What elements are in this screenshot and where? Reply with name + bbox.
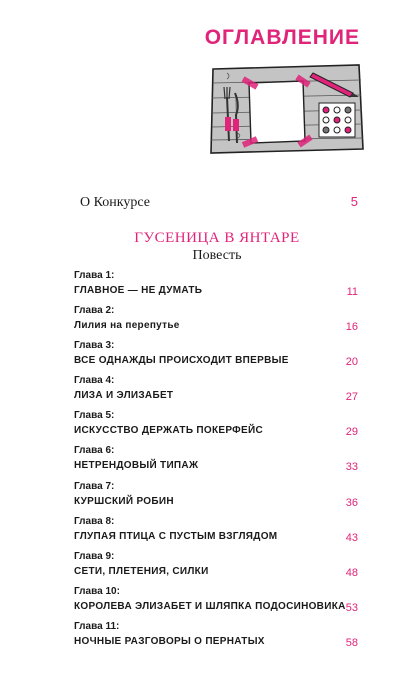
- chapter-label: Глава 11:: [74, 620, 120, 632]
- chapter-label: Глава 1:: [74, 270, 115, 281]
- paper-sheet-icon: [243, 77, 311, 145]
- page-number: 33: [345, 461, 358, 474]
- chapter-title: ЛИЗА И ЭЛИЗАБЕТ: [74, 390, 174, 402]
- chapter-title: ГЛУПАЯ ПТИЦА С ПУСТЫМ ВЗГЛЯДОМ: [74, 530, 278, 542]
- page-number: 27: [345, 391, 358, 404]
- chapter-title: СЕТИ, ПЛЕТЕНИЯ, СИЛКИ: [74, 565, 209, 577]
- toc-entry-chapter-11[interactable]: [74, 619, 358, 654]
- section-subtitle: Повесть: [192, 248, 242, 263]
- chapter-title: НЕТРЕНДОВЫЙ ТИПАЖ: [74, 460, 199, 472]
- chapter-title: Лилия на перепутье: [74, 320, 180, 332]
- chapter-title: КОРОЛЕВА ЭЛИЗАБЕТ И ШЛЯПКА ПОДОСИНОВИКА: [74, 600, 346, 612]
- chapter-title: НОЧНЫЕ РАЗГОВОРЫ О ПЕРНАТЫХ: [74, 635, 265, 647]
- page-number: 20: [345, 356, 358, 369]
- paint-palette-icon: [319, 103, 355, 137]
- chapter-list: [74, 268, 358, 654]
- about-title: О Конкурсе: [80, 195, 150, 210]
- chapter-label: Глава 8:: [74, 515, 115, 527]
- chapter-label: Глава 9:: [74, 550, 115, 562]
- page-number: 29: [345, 426, 358, 439]
- toc-entry-chapter-1[interactable]: [74, 268, 358, 303]
- page-number: 48: [345, 566, 358, 579]
- toc-entry-chapter-3[interactable]: [74, 338, 358, 373]
- chapter-label: Глава 3:: [74, 340, 115, 352]
- page-number: 16: [345, 321, 358, 334]
- chapter-label: Глава 6:: [74, 445, 115, 457]
- chapter-label: Глава 5:: [74, 410, 115, 422]
- toc-entry-chapter-6[interactable]: [74, 443, 358, 478]
- page-title: ОГЛАВЛЕНИЕ: [204, 26, 360, 49]
- chapter-title: ВСЕ ОДНАЖДЫ ПРОИСХОДИТ ВПЕРВЫЕ: [74, 355, 289, 367]
- chapter-label: Глава 10:: [74, 585, 120, 597]
- toc-entry-chapter-9[interactable]: [74, 549, 358, 584]
- chapter-title: ГЛАВНОЕ — НЕ ДУМАТЬ: [74, 285, 203, 296]
- chapter-label: Глава 2:: [74, 305, 115, 317]
- chapter-label: Глава 7:: [74, 480, 115, 492]
- chapter-title: КУРШСКИЙ РОБИН: [74, 495, 174, 507]
- chapter-title: ИСКУССТВО ДЕРЖАТЬ ПОКЕРФЕЙС: [74, 425, 263, 437]
- toc-entry-about[interactable]: [80, 194, 358, 211]
- page-number: 43: [345, 531, 358, 544]
- section-title: ГУСЕНИЦА В ЯНТАРЕ: [134, 230, 300, 246]
- toc-entry-chapter-8[interactable]: [74, 514, 358, 549]
- toc-entry-chapter-4[interactable]: [74, 373, 358, 408]
- toc-entry-chapter-5[interactable]: [74, 408, 358, 443]
- toc-entry-chapter-2[interactable]: [74, 303, 358, 338]
- page-number: 11: [346, 286, 358, 298]
- chapter-label: Глава 4:: [74, 375, 115, 387]
- page-number: 58: [345, 636, 358, 649]
- toc-entry-chapter-7[interactable]: [74, 479, 358, 514]
- page-number: 53: [345, 601, 358, 614]
- table-illustration: [207, 63, 365, 155]
- toc-entry-chapter-10[interactable]: [74, 584, 358, 619]
- page-number: 5: [350, 194, 358, 209]
- page-number: 36: [345, 496, 358, 509]
